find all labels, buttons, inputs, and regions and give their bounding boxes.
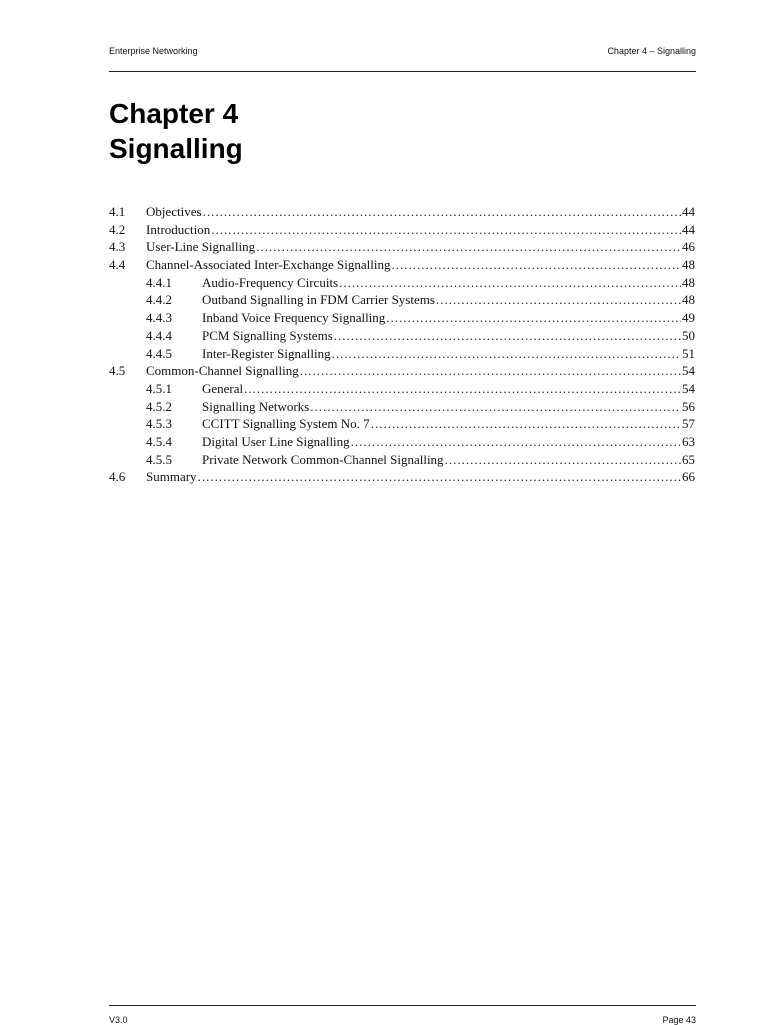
table-of-contents	[109, 203, 695, 486]
toc-entry-page: 57	[682, 416, 695, 432]
toc-entry-page: 51	[682, 345, 695, 361]
toc-entry[interactable]	[109, 221, 695, 239]
toc-entry[interactable]	[109, 256, 695, 274]
toc-entry-title: Channel-Associated Inter-Exchange Signalling	[146, 257, 391, 273]
toc-entry-title: Digital User Line Signalling	[202, 433, 350, 449]
toc-entry-title: Inband Voice Frequency Signalling	[202, 310, 386, 326]
toc-dot-leader	[244, 380, 681, 398]
toc-entry-title: Outband Signalling in FDM Carrier Systems	[202, 292, 435, 308]
toc-entry-number: 4.2	[109, 221, 126, 237]
toc-entry-title: Summary	[146, 469, 197, 485]
toc-entry-page: 44	[682, 204, 695, 219]
toc-entry[interactable]	[109, 274, 695, 292]
toc-entry-title: Audio-Frequency Circuits	[202, 274, 339, 290]
toc-entry-number: 4.4.3	[146, 310, 172, 326]
toc-dot-leader	[334, 327, 681, 345]
header-divider	[109, 71, 696, 72]
footer-version: V3.0	[109, 1015, 128, 1025]
toc-entry-page: 56	[682, 398, 695, 414]
toc-entry[interactable]	[109, 291, 695, 309]
toc-entry[interactable]	[109, 468, 695, 486]
toc-dot-leader	[371, 415, 681, 433]
toc-entry-number: 4.4.5	[146, 345, 172, 361]
toc-entry[interactable]	[109, 415, 695, 433]
toc-dot-leader	[445, 451, 681, 469]
toc-entry-number: 4.5.1	[146, 380, 172, 396]
toc-entry-number: 4.5.5	[146, 451, 172, 467]
header-chapter-title: Chapter 4 – Signalling	[607, 46, 696, 56]
toc-entry-number: 4.5	[109, 363, 126, 379]
toc-entry-page: 50	[682, 327, 695, 343]
footer-divider	[109, 1005, 696, 1006]
toc-entry-number: 4.4	[109, 257, 126, 273]
toc-dot-leader	[332, 345, 681, 363]
toc-entry-page: 54	[682, 363, 695, 379]
toc-entry-page: 46	[682, 239, 695, 255]
toc-entry-title: Signalling Networks	[202, 398, 310, 414]
toc-entry-number: 4.5.3	[146, 416, 172, 432]
toc-entry[interactable]	[109, 362, 695, 380]
header-document-title: Enterprise Networking	[109, 46, 198, 56]
toc-entry[interactable]	[109, 327, 695, 345]
footer-page-number: Page 43	[662, 1015, 696, 1025]
toc-entry-title: Inter-Register Signalling	[202, 345, 331, 361]
toc-entry-number: 4.6	[109, 469, 126, 485]
toc-entry-title: Common-Channel Signalling	[146, 363, 299, 379]
toc-dot-leader	[256, 238, 681, 256]
toc-entry-page: 65	[682, 451, 695, 467]
toc-entry[interactable]	[109, 433, 695, 451]
toc-entry-title: Private Network Common-Channel Signalling	[202, 451, 444, 467]
toc-entry-title: General	[202, 380, 244, 396]
toc-entry-title: Introduction	[146, 221, 211, 237]
toc-entry-number: 4.4.1	[146, 274, 172, 290]
toc-entry-number: 4.4.4	[146, 327, 172, 343]
toc-dot-leader	[386, 309, 681, 327]
chapter-number: Chapter 4	[109, 98, 239, 129]
toc-entry-page: 49	[682, 310, 695, 326]
toc-dot-leader	[310, 398, 681, 416]
toc-entry[interactable]	[109, 345, 695, 363]
chapter-title	[109, 96, 243, 166]
toc-dot-leader	[198, 468, 681, 486]
toc-entry[interactable]	[109, 309, 695, 327]
toc-entry-page: 48	[682, 257, 695, 273]
toc-entry[interactable]	[109, 238, 695, 256]
toc-entry-number: 4.3	[109, 239, 126, 255]
toc-entry-title: PCM Signalling Systems	[202, 327, 333, 343]
toc-dot-leader	[203, 203, 681, 221]
toc-entry-number: 4.5.2	[146, 398, 172, 414]
toc-entry-page: 63	[682, 433, 695, 449]
toc-dot-leader	[339, 274, 681, 292]
chapter-name: Signalling	[109, 133, 243, 164]
toc-entry[interactable]	[109, 398, 695, 416]
page-header	[109, 46, 696, 58]
toc-dot-leader	[211, 221, 681, 239]
toc-entry[interactable]	[109, 380, 695, 398]
toc-entry-page: 48	[682, 274, 695, 290]
toc-entry-title: Objectives	[146, 204, 202, 219]
toc-entry-number: 4.5.4	[146, 433, 172, 449]
toc-dot-leader	[436, 291, 681, 309]
toc-entry-page: 44	[682, 221, 695, 237]
toc-entry[interactable]	[109, 451, 695, 469]
toc-entry-title: User-Line Signalling	[146, 239, 256, 255]
toc-entry-number: 4.4.2	[146, 292, 172, 308]
toc-entry[interactable]	[109, 203, 695, 221]
toc-entry-page: 66	[682, 469, 695, 485]
toc-entry-page: 54	[682, 380, 695, 396]
toc-dot-leader	[351, 433, 681, 451]
toc-dot-leader	[300, 362, 681, 380]
toc-entry-number: 4.1	[109, 204, 126, 219]
toc-dot-leader	[392, 256, 682, 274]
toc-entry-title: CCITT Signalling System No. 7	[202, 416, 370, 432]
toc-entry-page: 48	[682, 292, 695, 308]
